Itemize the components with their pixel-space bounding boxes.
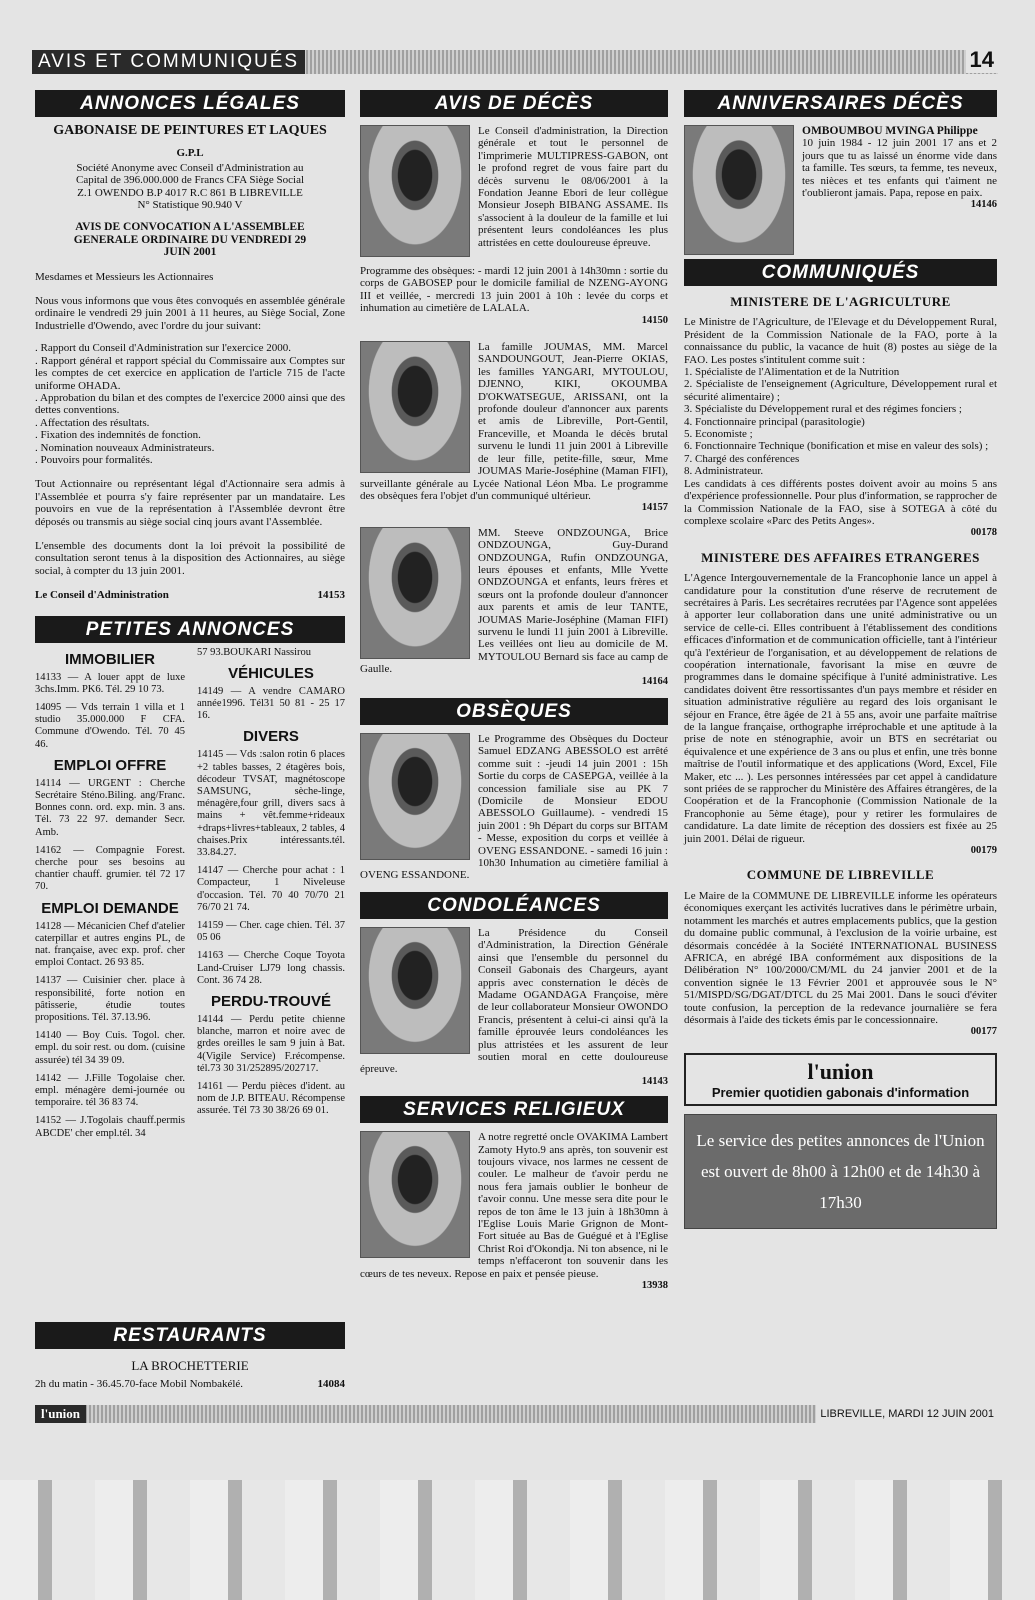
deces-header: AVIS DE DÉCÈS	[360, 90, 668, 117]
deces-notice-1	[360, 125, 668, 327]
anniv-text: 10 juin 1984 - 12 juin 2001 17 ans et 2 jours que tu as laissé un énorme vide dans ta famille. Tes sœurs, ta femme, tes neveux, tes nièces et tes enfants qui t'aiment ne t'oublieront jamais. Papa, repose en paix.	[802, 137, 997, 200]
petites-right-column	[197, 647, 345, 1124]
company-info: Société Anonyme avec Conseil d'Administration au Capital de 396.000.000 de Francs CFA Siège Social Z.1 OWENDO B.P 4017 R.C 861 B LIBREVILLE N° Statistique 90.940 V	[75, 161, 305, 212]
communique-agriculture	[684, 296, 997, 540]
signature-text: Le Conseil d'Administration	[35, 589, 169, 602]
footer-date: LIBREVILLE, MARDI 12 JUIN 2001	[816, 1405, 998, 1423]
section-header-bar	[32, 47, 998, 74]
classified-ad: 14145 — Vds :salon rotin 6 places +2 tables basses, 2 étagères bois, décodeur TVSAT, magnétoscope SAMSUNG, sèche-linge, ménagère,four grill, divers sacs à mains + vêt.femme+rideaux +draps+livres+tableaux, 2 tables, 4 chaises.Prix intéressants.tél. 33.84.27.	[197, 749, 345, 859]
post-item: 4. Fonctionnaire principal (parasitologie)	[684, 415, 865, 428]
classified-ad: 14140 — Boy Cuis. Togol. cher. empl. du soir rest. ou dom. (cuisine assurée) tél 34 39 09.	[35, 1030, 185, 1066]
footer-bar	[35, 1405, 998, 1423]
cat-perdu-trouve: PERDU-TROUVÉ	[210, 993, 331, 1011]
communique-commune	[684, 869, 997, 1038]
cat-emploi-demande: EMPLOI DEMANDE	[41, 899, 179, 917]
obseques-notice	[360, 733, 668, 882]
restaurant-name: LA BROCHETTERIE	[131, 1358, 249, 1373]
religieux-header: SERVICES RELIGIEUX	[360, 1096, 668, 1123]
communique-title: MINISTERE DES AFFAIRES ETRANGERES	[701, 549, 980, 565]
communique-title: MINISTERE DE L'AGRICULTURE	[730, 294, 951, 309]
section-title: AVIS ET COMMUNIQUÉS	[32, 50, 305, 74]
petites-annonces-hours: Le service des petites annonces de l'Union est ouvert de 8h00 à 12h00 et de 14h30 à 17h30	[684, 1114, 997, 1229]
salutation: Mesdames et Messieurs les Actionnaires	[35, 270, 214, 283]
deces-text: Le Conseil d'administration, la Direction générale et tout le personnel de l'imprimerie MULTIPRESS-GABON, ont le profond regret de vous faire part du décès survenu le 08/06/2001 à la Fondation Jeanne Ebori de leur collègue Monsieur Joseph BIBANG ASSAME. Ils s'associent à la douleur de la famille et lui présentent leurs condoléances les plus attristées en cette douloureuse épreuve.	[478, 125, 668, 249]
communique-end: Les candidats à ces différents postes doivent avoir au moins 5 ans d'expérience professionnelle. Pour plus d'information, se rapprocher de la Commission Nationale de la FAO, sise à SOTEGA à côté du complexe scolaire «Parc des Petits Anges».	[684, 477, 997, 527]
classified-ad: 14147 — Cherche pour achat : 1 Compacteur, 1 Niveleuse d'occasion. Tél. 70 40 70/70 21 76/70 21 74.	[197, 865, 345, 913]
intro-paragraph: Nous vous informons que vous êtes convoqués en assemblée générale ordinaire le vendredi 29 juin 2001 à 11 heures, au Siège Social, Zone Industrielle d'Owendo, avec l'ordre du jour suivant:	[35, 295, 345, 332]
representation-paragraph: Tout Actionnaire ou représentant légal d'Actionnaire sera admis à l'Assemblée et pourra s'y faire représenter par un mandataire. Les pouvoirs en vue de la représentation à l'Assemblée devront être déposés ou transmis au siège social cinq jours avant l'Assemblée.	[35, 478, 345, 528]
agenda-item: . Pouvoirs pour formalités.	[35, 453, 153, 466]
scan-background	[0, 1480, 1035, 1600]
union-logo: l'union	[807, 1058, 874, 1084]
condoleances-notice	[360, 927, 668, 1088]
condoleances-header: CONDOLÉANCES	[360, 892, 668, 919]
deces-text: La famille JOUMAS, MM. Marcel SANDOUNGOUT, Jean-Pierre OKIAS, les familles YANGARI, MYTOULOU, DJENNO, KIKI, OKOUMBA D'OKWATSEGUE, ARISSANI, ont la profonde douleur d'annoncer aux parents et amis de Libreville, Port-Gentil, Franceville, et Moanda le décès brutal survenu le lundi 11 juin 2001 à Libreville de leur fille, petite-fille, sœur, Mme JOUMAS Marie-Joséphine (Maman FIFI), surveillante générale au Lycée National Léon Mba. Le programme des obsèques fera l'objet d'un communiqué ultérieur.	[360, 341, 668, 502]
classified-ad: 14149 — A vendre CAMARO année1996. Tél31 50 81 - 25 17 16.	[197, 685, 345, 722]
agenda-list	[35, 342, 345, 466]
portrait-photo	[360, 527, 470, 659]
communique-ref: 00178	[970, 527, 997, 539]
avis-title: AVIS DE CONVOCATION A L'ASSEMBLEE GENERALE ORDINAIRE DU VENDREDI 29 JUIN 2001	[73, 221, 307, 259]
deces-ref: 14150	[641, 314, 668, 326]
legal-ref: 14153	[317, 589, 345, 602]
post-item: 3. Spécialiste du Développement rural et des régimes fonciers ;	[684, 403, 962, 416]
restaurant-text: 2h du matin - 36.45.70-face Mobil Nombakélé.	[35, 1378, 244, 1391]
agenda-item: . Fixation des indemnités de fonction.	[35, 429, 201, 442]
classified-ad: 14128 — Mécanicien Chef d'atelier caterpillar et autres engins PL, de nat. française, avec exp. prof. cher emploi Contact. 26 93 85.	[35, 920, 186, 969]
classified-ad: 14163 — Cherche Coque Toyota Land-Cruiser LJ79 long chassis. Cont. 36 74 28.	[197, 950, 345, 986]
union-tagline: Premier quotidien gabonais d'information	[711, 1084, 970, 1100]
deces-notice-3	[360, 527, 668, 688]
column-left	[35, 90, 345, 1391]
religieux-ref: 13938	[641, 1280, 668, 1292]
communique-ref: 00177	[970, 1026, 997, 1038]
signature	[35, 589, 345, 601]
communique-intro: Le Ministre de l'Agriculture, de l'Elevage et du Développement Rural, Président de la Commission Nationale de la FAO, porte à la connaissance du public, la vacance de huit (8) postes au siège de la FAO. Les postes s'intitulent comme suit :	[684, 316, 997, 366]
anniv-name: OMBOUMBOU MVINGA Philippe	[802, 125, 978, 137]
deces-ref: 14157	[641, 502, 668, 514]
restaurant-info	[35, 1378, 345, 1390]
post-item: 8. Administrateur.	[684, 465, 764, 478]
agenda-item: . Rapport général et rapport spécial du Commissaire aux Comptes sur les comptes de cet exercice en application de l'article 715 de l'acte uniforme OHADA.	[35, 354, 345, 392]
portrait-photo	[360, 125, 470, 257]
footer-logo: l'union	[35, 1405, 86, 1423]
communiques-header: COMMUNIQUÉS	[684, 259, 997, 286]
agenda-item: . Approbation du bilan et des comptes de l'exercice 2000 ainsi que des dettes conventions.	[35, 391, 345, 417]
classified-ad: 14162 — Compagnie Forest. cherche pour ses besoins au chantier chauff. grumier. tél 72 17 70.	[35, 844, 185, 893]
column-right	[684, 90, 997, 1229]
classified-ad: 14159 — Cher. cage chien. Tél. 37 05 06	[197, 920, 345, 944]
restaurants-header: RESTAURANTS	[35, 1322, 345, 1349]
anniv-ref: 14146	[970, 199, 997, 211]
post-item: 2. Spécialiste de l'enseignement (Agriculture, Développement rural et sécurité alimentaire) ;	[684, 378, 997, 403]
portrait-photo	[360, 341, 470, 473]
deces-programme: Programme des obsèques: - mardi 12 juin 2001 à 14h30mn : sortie du corps de GABOSEP pour le domicile familial de NZENG-AYONG III et veillée, - mercredi 13 juin 2001 à 10h : levée du corps et inhumation au cimetière de LALALA.	[360, 265, 668, 315]
classified-ad: 14144 — Perdu petite chienne blanche, marron et noire avec de grdes oreilles le sam 9 juin à Bat. 4(Vigile Service) F.récompense. tél.73 30 31/252895/202717.	[197, 1014, 345, 1074]
post-item: 6. Fonctionnaire Technique (bonification et mise en valeur des sols) ;	[684, 440, 989, 453]
legal-notice	[35, 125, 345, 602]
classified-ad: 14137 — Cuisinier cher. place à responsibilité, forte notion en pâtisserie, étudie toutes propositions. Tél. 37.13.96.	[35, 975, 185, 1024]
classified-ad: 14152 — J.Togolais chauff.permis ABCDE' cher empl.tél. 34	[35, 1115, 185, 1139]
cat-divers: DIVERS	[243, 728, 299, 746]
communique-text: L'Agence Intergouvernementale de la Francophonie lance un appel à candidature pour la constitution d'une réserve de recrutement de secrétaires à Paris. Les secrétaires recrutées par l'Agence sont appelées à apporter leur collaboration dans une unité administrative ou un service de celle-ci. Elles contribuent à l'établissement des conditions efficaces d'information et de communication officielle, tant à l'intérieur qu'à l'extérieur de l'organisation, et au développement de relations de coopération internationale, favorisant la mise en œuvre de programmes dans le domaine spécifique à l'unité administrative. Les candidates doivent être ressortissantes d'un pays membre et résider en situation administrative régulière au regard des lois organisant le séjour en France, être âgée de 21 à 55 ans, avoir une parfaite maîtrise de la langue française, orthographe irréprochable et une aptitude à la prise de note en sténographie, avoir un BTS en secrétariat ou équivalence et une expérience de 3 ans ou plus et enfin, une très bonne maîtrise de l'outil informatique et des applications (Word, Excel, File Maker, etc ... ). Les personnes intéressées par cet appel à candidature sont priées de se rapprocher du Ministère des Affaires étrangères, de la Coopération et de la Francophonie (Commission Nationale de la Francophonie au 5ème étage), pour y retirer les formulaires de candidature. La date limite de réception des dossiers est fixée au 25 juin 2001. Délai de rigueur.	[684, 572, 997, 845]
agenda-item: . Rapport du Conseil d'Administration sur l'exercice 2000.	[35, 342, 292, 355]
anniv-header: ANNIVERSAIRES DÉCÈS	[684, 90, 997, 117]
deces-ref: 14164	[641, 675, 668, 687]
petites-annonces	[35, 647, 345, 1207]
communique-affaires-etrangeres	[684, 549, 997, 858]
portrait-photo	[684, 125, 794, 255]
deces-text: MM. Steeve ONDZOUNGA, Brice ONDZOUNGA, Guy-Durand ONDZOUNGA, Rufin ONDZOUNGA, leurs épouses et enfants, Mlle Yvette ONDZOUNGA et enfants, leurs frères et sœurs ont la profonde douleur d'annoncer aux parents et amis de leur TANTE, JOUMAS Marie-Joséphine (Maman FIFI) survenu le lundi 11 juin 2001 à Libreville. Les veillées ont lieu au domicile de M. MYTOULOU Bernard sis face au camp de Gaulle.	[360, 526, 668, 676]
petites-left-column	[35, 647, 185, 1146]
classified-ad: 57 93.BOUKARI Nassirou	[197, 646, 312, 658]
cat-emploi-offre: EMPLOI OFFRE	[53, 756, 167, 774]
classified-ad: 14133 — A louer appt de luxe 3chs.Imm. PK6. Tél. 29 10 73.	[35, 671, 185, 695]
communique-ref: 00179	[970, 845, 997, 857]
condoleances-text: La Présidence du Conseil d'Administration, la Direction Générale ainsi que l'ensemble du personnel du Conseil Gabonais des Chargeurs, ayant appris avec consternation le décès de Madame OGANDAGA Françoise, mère de leur collaborateur Monsieur OWONDO Francis, présentent à celui-ci ainsi qu'à la famille éprouvée leurs condoléances les plus attristées et les assurent de leur soutien moral en cette douloureuse épreuve.	[360, 926, 668, 1076]
cat-immobilier: IMMOBILIER	[65, 650, 155, 668]
classified-ad: 14095 — Vds terrain 1 villa et 1 studio 35.000.000 F CFA. Commune d'Owendo. Tél. 70 45 46.	[35, 702, 185, 750]
union-banner	[684, 1053, 997, 1106]
obseques-text: Le Programme des Obsèques du Docteur Samuel EDZANG ABESSOLO est arrêté comme suit : -jeudi 14 juin 2001 : 15h Sortie du corps de CASEPGA, veillée à la concession familiale sise au PK 7 (Domicile de Monsieur EDOU ABESSOLO Guillaume). - vendredi 15 juin 2001 : 9h Départ du corps sur BITAM - Messe, exposition du corps et veillée à OVENG ESSANDONE. - samedi 16 juin : 10h30 Inhumation au cimetière familial à OVENG ESSANDONE.	[360, 733, 668, 882]
classified-ad: 14161 — Perdu pièces d'ident. au nom de J.P. BITEAU. Récompense assurée. Tél 73 30 38/26 69 01.	[197, 1081, 345, 1117]
religieux-notice	[360, 1131, 668, 1292]
company-abbr: G.P.L	[176, 147, 204, 160]
religieux-text: A notre regretté oncle OVAKIMA Lambert Zamoty Hyto.9 ans après, ton souvenir est toujours vivace, nos larmes ne cessent de couler. Le malheur de t'avoir perdu ne nous fera jamais oublier le bonheur de t'avoir connu. Une messe sera dite pour le repos de ton âme le 13 juin à 18h30mn à l'Eglise Louis Marie Grignon de Mont-Fort située au Bas de Guégué et à l'Eglise Christ Roi d'Okondja. Ni ton absence, ni le temps n'effaceront ton souvenir dans les cœurs de tes neveux. Repose en paix et pensée pieuse.	[360, 1131, 668, 1280]
portrait-photo	[360, 1131, 470, 1258]
legal-header: ANNONCES LÉGALES	[35, 90, 345, 117]
agenda-item: . Nomination nouveaux Administrateurs.	[35, 441, 215, 454]
portrait-photo	[360, 733, 470, 860]
anniv-notice	[684, 125, 997, 212]
post-item: 1. Spécialiste de l'Alimentation et de la Nutrition	[684, 366, 900, 379]
communique-title: COMMUNE DE LIBREVILLE	[746, 867, 935, 883]
obseques-header: OBSÈQUES	[360, 698, 668, 725]
classified-ad: 14114 — URGENT : Cherche Secrétaire Sténo.Biling. ang/Franc. Bonnes conn. ord. exp. min. 3 ans. Tél. 73 22 97. demander Secr. Amb.	[35, 777, 185, 838]
page-number: 14	[966, 47, 998, 73]
classified-ad: 14142 — J.Fille Togolaise cher. empl. ménagère demi-journée ou temporaire. tél 36 83 74.	[35, 1072, 185, 1109]
documents-paragraph: L'ensemble des documents dont la loi prévoit la possibilité de consultation seront tenus à la disposition des Actionnaires, au siège social, à compter du 13 juin 2001.	[35, 539, 345, 577]
agenda-item: . Affectation des résultats.	[35, 416, 150, 429]
cat-vehicules: VÉHICULES	[228, 664, 314, 682]
deces-notice-2	[360, 341, 668, 515]
restaurant-ref: 14084	[317, 1378, 345, 1391]
post-item: 7. Chargé des conférences	[684, 452, 800, 465]
condoleances-ref: 14143	[641, 1075, 668, 1087]
portrait-photo	[360, 927, 470, 1054]
restaurant-notice	[35, 1360, 345, 1391]
column-middle	[360, 90, 668, 1292]
petites-header: PETITES ANNONCES	[35, 616, 345, 643]
post-item: 5. Economiste ;	[684, 428, 753, 441]
communique-text: Le Maire de la COMMUNE DE LIBREVILLE informe les opérateurs économiques exerçant les activités lucratives dans le périmètre urbain, notamment les marchés et autres emplacements publics, que la gestion du domaine public communal, à l'exclusion de la voirie urbaine, est désormais concédée à la Société INTERNATIONAL BUSINESS AFRICA, en abrégé IBA conformément aux dispositions de la Délibération N° 100/2000/CM/ML du 24 janvier 2001 et de la convention signée le 13 Février 2001 et approuvée sous le N° 51/MISPD/SG/DGAT/DTCL du 25 Mai 2001. Dans le souci d'éviter toute confusion, la perception de la redevance journalière se fera désormais à l'aide des tickets émis par le concessionnaire.	[684, 889, 997, 1026]
company-name: GABONAISE DE PEINTURES ET LAQUES	[53, 123, 327, 138]
